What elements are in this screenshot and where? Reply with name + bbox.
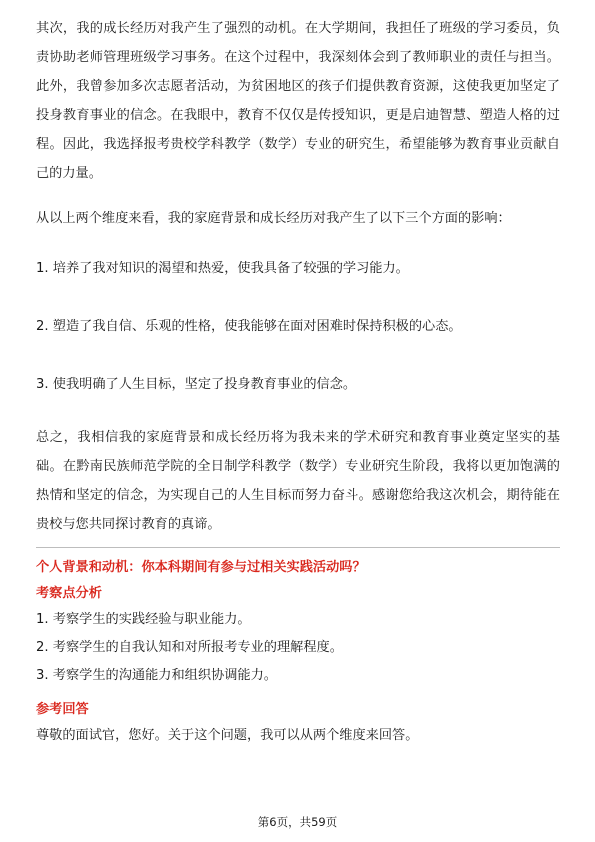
body-paragraph-influence-intro: 从以上两个维度来看，我的家庭背景和成长经历对我产生了以下三个方面的影响： — [36, 211, 511, 226]
analysis-item-3: 3. 考察学生的沟通能力和组织协调能力。 — [36, 668, 277, 683]
answer-heading: 参考回答 — [36, 702, 89, 717]
answer-text: 尊敬的面试官，您好。关于这个问题，我可以从两个维度来回答。 — [36, 728, 419, 743]
body-paragraph-conclusion: 总之，我相信我的家庭背景和成长经历将为我未来的学术研究和教育事业奠定坚实的基础。在黔南民族师范学院的全日制学科教学（数学）专业研究生阶段，我将以更加饱满的热情和坚定的信念，为实现自己的人生目标而努力奋斗。感谢您给我这次机会，期待能在贵校与您共同探讨教育的真谛。 — [36, 430, 560, 532]
page-number-footer: 第6页，共59页 — [257, 815, 338, 829]
influence-item-3: 3. 使我明确了人生目标，坚定了投身教育事业的信念。 — [36, 377, 357, 392]
influence-item-2: 2. 塑造了我自信、乐观的性格，使我能够在面对困难时保持积极的心态。 — [36, 319, 462, 334]
body-paragraph-motivation: 其次，我的成长经历对我产生了强烈的动机。在大学期间，我担任了班级的学习委员，负责协助老师管理班级学习事务。在这个过程中，我深刻体会到了教师职业的责任与担当。此外，我曾参加多次志愿者活动，为贫困地区的孩子们提供教育资源，这使我更加坚定了投身教育事业的信念。在我眼中，教育不仅仅是传授知识，更是启迪智慧、塑造人格的过程。因此，我选择报考贵校学科教学（数学）专业的研究生，希望能够为教育事业贡献自己的力量。 — [36, 21, 560, 181]
analysis-item-2: 2. 考察学生的自我认知和对所报考专业的理解程度。 — [36, 640, 343, 655]
analysis-heading: 考察点分析 — [36, 586, 102, 601]
document-page — [36, 14, 560, 753]
influence-item-1: 1. 培养了我对知识的渴望和热爱，使我具备了较强的学习能力。 — [36, 261, 409, 276]
analysis-item-1: 1. 考察学生的实践经验与职业能力。 — [36, 612, 251, 627]
section-divider — [36, 547, 560, 548]
question-title: 个人背景和动机：你本科期间有参与过相关实践活动吗？ — [36, 560, 366, 575]
